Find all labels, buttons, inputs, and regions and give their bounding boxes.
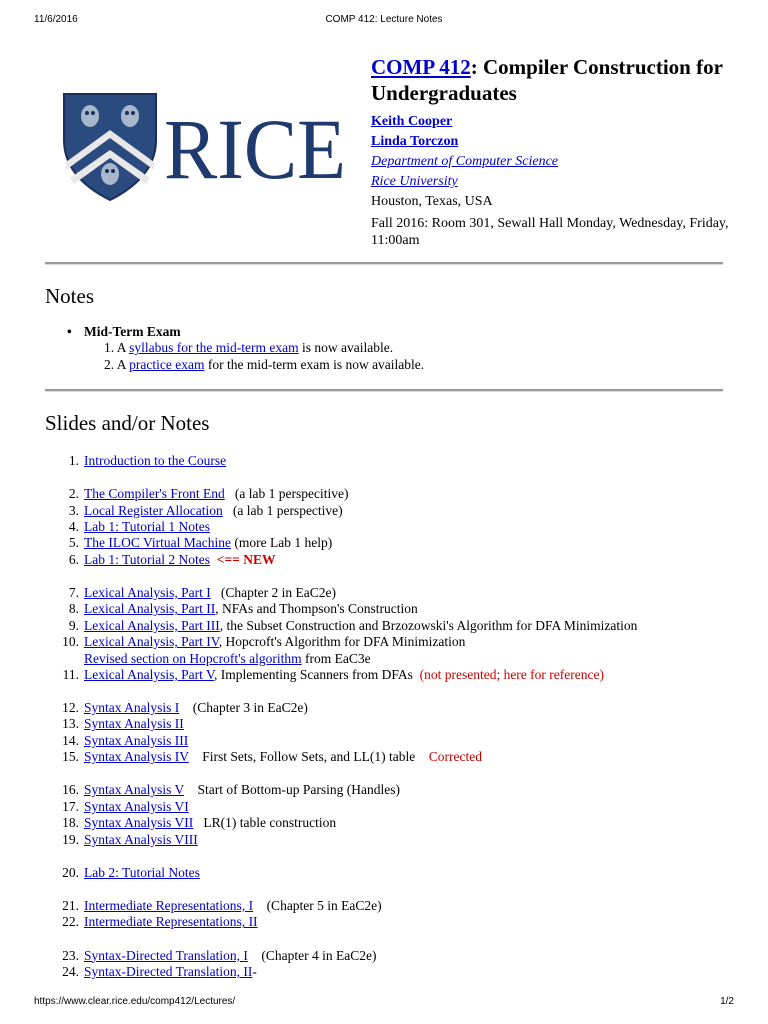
lecture-link[interactable]: Lexical Analysis, Part II [84, 601, 216, 617]
item-number: 1. [68, 453, 79, 468]
list-item [45, 503, 745, 519]
spacer [45, 683, 745, 700]
lecture-link[interactable]: The Compiler's Front End [84, 486, 225, 502]
list-item: 2. A practice exam for the mid-term exam is now available. [104, 356, 425, 372]
list-item [45, 486, 745, 502]
lecture-link[interactable]: Lexical Analysis, Part IV [84, 634, 219, 650]
print-date: 11/6/2016 [34, 14, 78, 25]
item-number: 5. [68, 535, 79, 551]
syllabus-link[interactable]: syllabus for the mid-term exam [129, 340, 299, 356]
print-page-title: COMP 412: Lecture Notes [325, 14, 443, 25]
list-item [45, 618, 745, 634]
slides-list [45, 453, 745, 980]
practice-exam-link[interactable]: practice exam [129, 356, 205, 372]
new-badge: <== NEW [210, 551, 276, 567]
lecture-link[interactable]: Syntax-Directed Translation, II [84, 963, 253, 979]
item-number: 2. [68, 486, 79, 502]
list-item [45, 749, 745, 765]
schedule-text: Fall 2016: Room 301, Sewall Hall Monday, Wednesday, Friday, 11:00am [371, 216, 729, 248]
item-description: (a lab 1 perspective) [222, 502, 343, 518]
lecture-link[interactable]: The ILOC Virtual Machine [84, 535, 232, 551]
print-page-number: 1/2 [720, 996, 734, 1007]
list-item [45, 964, 745, 980]
item-number: 6. [68, 551, 79, 567]
list-item [45, 948, 745, 964]
list-item [45, 519, 745, 535]
lecture-link[interactable]: Lab 2: Tutorial Notes [84, 864, 200, 880]
spacer [45, 469, 745, 486]
lecture-link[interactable]: Syntax Analysis IV [84, 749, 189, 765]
list-item [45, 535, 745, 551]
list-item: 1. A syllabus for the mid-term exam is now available. [104, 340, 394, 356]
spacer [45, 568, 745, 585]
spacer [45, 881, 745, 898]
list-item [45, 453, 745, 469]
item-description: , Implementing Scanners from DFAs [214, 666, 413, 682]
lecture-link[interactable]: Intermediate Representations, II [84, 914, 258, 930]
list-item [45, 865, 745, 881]
instructor-link-torczon[interactable]: Linda Torczon [371, 134, 459, 149]
university-link[interactable]: Rice University [371, 174, 458, 189]
course-title [371, 54, 741, 106]
lecture-link[interactable]: Lexical Analysis, Part V [84, 666, 214, 682]
lecture-link[interactable]: Syntax Analysis III [84, 732, 189, 748]
lecture-link[interactable]: Syntax Analysis II [84, 716, 184, 732]
item-description: (more Lab 1 help) [231, 535, 333, 551]
item-description: , the Subset Construction and Brzozowski's Algorithm for DFA Minimization [219, 617, 638, 633]
lecture-link[interactable]: Revised section on Hopcroft's algorithm [84, 650, 302, 666]
lecture-link[interactable]: Lab 1: Tutorial 2 Notes [84, 551, 211, 567]
list-item [45, 733, 745, 749]
item-number: 12. [62, 700, 79, 716]
rice-shield-icon [60, 92, 350, 202]
notes-list [64, 324, 424, 373]
item-number: 7. [68, 584, 79, 600]
rice-logo [60, 92, 350, 202]
item-description: (Chapter 3 in EaC2e) [179, 700, 308, 716]
course-header [371, 54, 741, 249]
lecture-link[interactable]: Syntax Analysis VI [84, 798, 189, 814]
item-description: (a lab 1 perspecitive) [224, 486, 349, 502]
lecture-link[interactable]: Syntax Analysis V [84, 782, 185, 798]
item-description: (Chapter 4 in EaC2e) [247, 947, 377, 963]
slides-heading: Slides and/or Notes [45, 411, 210, 435]
lecture-link[interactable]: Syntax Analysis I [84, 700, 180, 716]
lecture-link[interactable]: Syntax Analysis VII [84, 815, 194, 831]
spacer [45, 766, 745, 783]
item-number: 16. [62, 782, 79, 798]
list-item [45, 552, 745, 568]
spacer [45, 931, 745, 948]
item-number: 13. [62, 716, 79, 732]
notes-bullet-midterm: • Mid-Term Exam [64, 324, 424, 340]
department-link[interactable]: Department of Computer Science [371, 154, 559, 169]
list-item [45, 601, 745, 617]
list-item [45, 585, 745, 601]
item-number: 9. [68, 617, 79, 633]
list-item [45, 716, 745, 732]
status-note: Corrected [415, 749, 482, 765]
list-item [45, 782, 745, 798]
item-description: First Sets, Follow Sets, and LL(1) table [188, 749, 416, 765]
list-item [45, 700, 745, 716]
print-url: https://www.clear.rice.edu/comp412/Lectures/ [34, 996, 236, 1007]
item-number: 11. [62, 666, 79, 682]
notes-heading: Notes [45, 284, 94, 308]
item-description: LR(1) table construction [193, 815, 337, 831]
lecture-link[interactable]: Lexical Analysis, Part III [84, 617, 220, 633]
lecture-link[interactable]: Syntax Analysis VIII [84, 831, 198, 847]
item-number: 20. [62, 864, 79, 880]
item-number: 19. [62, 831, 79, 847]
item-number: 22. [62, 914, 79, 930]
lecture-link[interactable]: Lab 1: Tutorial 1 Notes [84, 518, 211, 534]
list-item [45, 634, 745, 650]
item-number: 18. [62, 815, 79, 831]
status-note: (not presented; here for reference) [412, 666, 604, 682]
item-description: from EaC3e [301, 650, 371, 666]
item-number: 4. [68, 518, 79, 534]
item-number: 24. [62, 963, 79, 979]
item-number: 10. [62, 634, 79, 650]
lecture-link[interactable]: Introduction to the Course [84, 453, 227, 468]
item-number: 23. [62, 947, 79, 963]
list-item [45, 832, 745, 848]
item-number: 15. [62, 749, 79, 765]
list-item [45, 667, 745, 683]
print-footer [0, 996, 768, 1010]
print-header [0, 14, 768, 28]
item-number: 21. [62, 897, 79, 913]
item-number: 3. [68, 502, 79, 518]
lecture-link[interactable]: Syntax-Directed Translation, I [84, 947, 248, 963]
item-description: , Hopcroft's Algorithm for DFA Minimization [218, 634, 466, 650]
list-item [45, 651, 745, 667]
svg-text:RICE: RICE [164, 101, 346, 197]
lecture-link[interactable]: Lexical Analysis, Part I [84, 584, 211, 600]
course-link[interactable]: COMP 412 [371, 55, 471, 79]
item-description: (Chapter 5 in EaC2e) [253, 897, 382, 913]
divider [45, 262, 723, 265]
item-description: - [252, 963, 257, 979]
item-number: 17. [62, 798, 79, 814]
list-item [45, 914, 745, 930]
item-description: (Chapter 2 in EaC2e) [210, 584, 336, 600]
item-description: , NFAs and Thompson's Construction [215, 601, 418, 617]
lecture-link[interactable]: Local Register Allocation [84, 502, 223, 518]
list-item [45, 799, 745, 815]
divider [45, 389, 723, 392]
location-text: Houston, Texas, USA [371, 194, 493, 209]
list-item [45, 815, 745, 831]
course-title-rest: : Compiler Construction for Undergraduates [371, 55, 723, 105]
instructor-link-cooper[interactable]: Keith Cooper [371, 114, 453, 129]
item-number: 8. [68, 601, 79, 617]
spacer [45, 848, 745, 865]
list-item [45, 898, 745, 914]
lecture-link[interactable]: Intermediate Representations, I [84, 897, 254, 913]
item-number: 14. [62, 732, 79, 748]
item-description: Start of Bottom-up Parsing (Handles) [184, 782, 401, 798]
